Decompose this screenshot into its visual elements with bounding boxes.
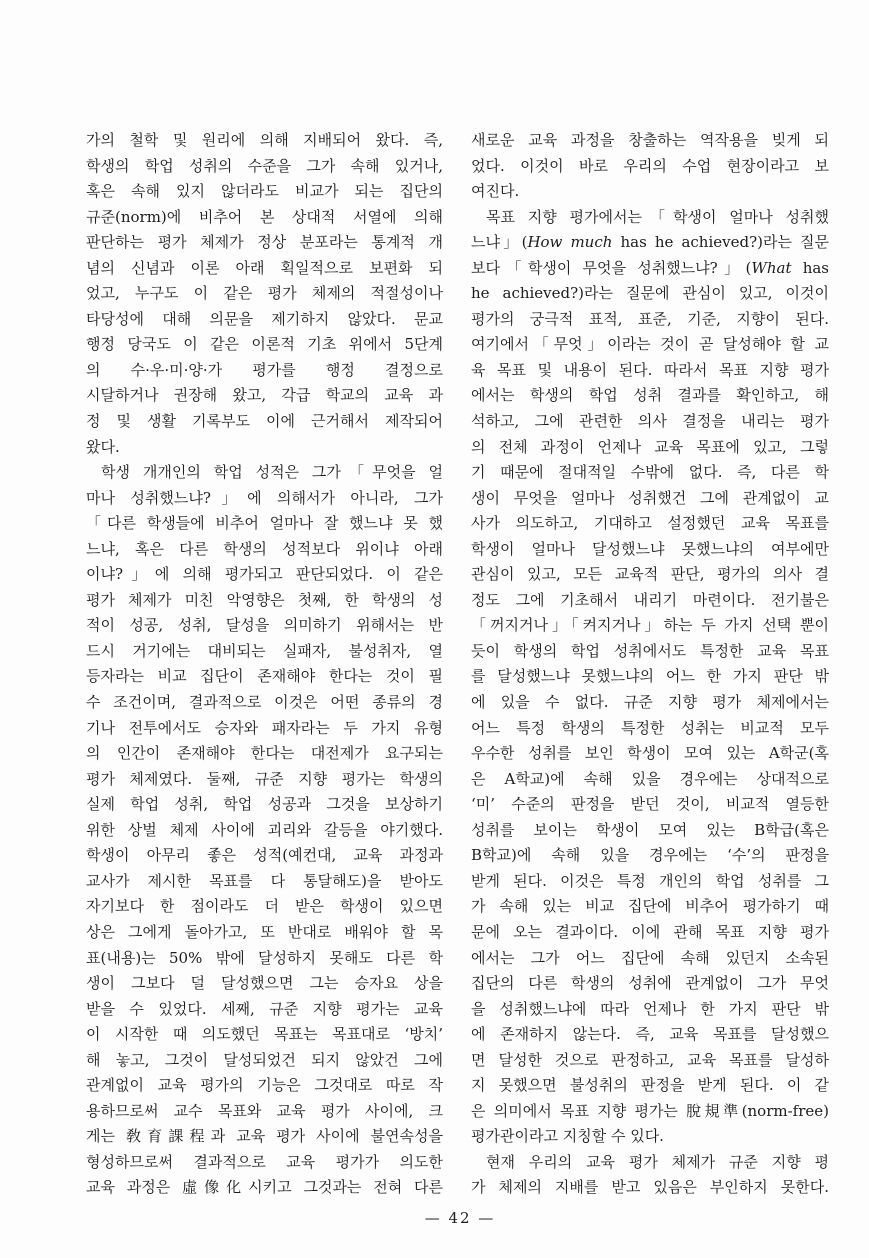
text-line: 생이 그보다 덜 달성했으면 그는 승자요 상을: [86, 974, 443, 993]
paragraph: [471, 205, 829, 1150]
text-line: 왔다.: [86, 437, 120, 456]
text-line: 용하므로써 교수 목표와 교육 평가 사이에, 크: [86, 1101, 443, 1120]
text-line: 「꺼지거나」「켜지거나」하는 두 가지 선택 뿐이: [471, 616, 829, 635]
page-number: — 42 —: [424, 1209, 496, 1227]
text-line: 면 달성한 것으로 판정하고, 교육 목표를 달성하: [471, 1050, 829, 1069]
text-line: 형성하므로써 결과적으로 교육 평가가 의도한: [86, 1152, 443, 1171]
text-line: 「다른 학생들에 비추어 얼마나 잘 했느냐 못 했: [86, 514, 443, 533]
text-line: 표(내용)는 50% 밖에 달성하지 못해도 다른 학: [86, 948, 443, 967]
text-line: 위한 상벌 체제 사이에 괴리와 갈등을 야기했다.: [86, 820, 443, 839]
text-line: 평가 체제였다. 둘째, 규준 지향 평가는 학생의: [86, 769, 443, 788]
text-line: 생이 무엇을 얼마나 성취했건 그에 관계없이 교: [471, 488, 829, 507]
text-line: 평가관이라고 지칭할 수 있다.: [471, 1127, 664, 1146]
right-column: [471, 128, 829, 1201]
text-line: 상은 그에게 돌아가고, 또 반대로 배워야 할 목: [86, 922, 443, 941]
text-line: 받을 수 있었다. 세째, 규준 지향 평가는 교육: [86, 999, 443, 1018]
text-segment: has: [791, 258, 829, 277]
text-line: 학생의 학업 성취의 수준을 그가 속해 있거나,: [86, 156, 443, 175]
paragraph: [86, 128, 443, 460]
text-line: 가 속해 있는 비교 집단에 비추어 평가하기 때: [471, 897, 829, 916]
text-segment: 보다「학생이 무엇을 성취했느냐?」(: [471, 258, 752, 277]
text-line: 정 및 생활 기록부도 이에 근거해서 제작되어: [86, 412, 443, 431]
text-line: 혹은 속해 있지 않더라도 비교가 되는 집단의: [86, 182, 443, 201]
text-line: 해 놓고, 그것이 달성되었건 되지 않았건 그에: [86, 1050, 443, 1069]
text-line: 등자라는 비교 집단이 존재해야 한다는 것이 필: [86, 667, 443, 686]
paragraph: [471, 1150, 829, 1201]
text-line: 평가 체제가 미친 악영향은 첫째, 한 학생의 성: [86, 590, 443, 609]
text-line: 학생이 아무리 좋은 성적(예컨대, 교육 과정과: [86, 846, 443, 865]
text-line: 여기에서「무엇」이라는 것이 곧 달성해야 할 교: [471, 335, 829, 354]
text-line: 를 달성했느냐 못했느냐의 어느 한 가지 판단 밖: [471, 667, 829, 686]
text-line: 교사가 제시한 목표를 다 통달해도)을 받아도: [86, 871, 443, 890]
text-line: 은 의미에서 목표 지향 평가는 脫規準(norm-free): [471, 1101, 829, 1120]
text-line: ‘미’ 수준의 판정을 받던 것이, 비교적 열등한: [471, 795, 829, 814]
text-line: 석하고, 그에 관련한 의사 결정을 내리는 평가: [471, 412, 829, 431]
text-line: 새로운 교육 과정을 창출하는 역작용을 빚게 되: [471, 131, 829, 149]
text-line: 은 A학교)에 속해 있을 경우에는 상대적으로: [471, 769, 829, 788]
text-line: 게는 敎育課程과 교육 평가 사이에 불연속성을: [86, 1127, 443, 1146]
text-line: 을 성취했느냐에 따라 언제나 한 가지 판단 밖: [471, 999, 829, 1018]
text-line: 평가의 궁극적 표적, 표준, 기준, 지향이 된다.: [471, 309, 829, 328]
text-line: 성취를 보이는 학생이 모여 있는 B학급(혹은: [471, 820, 829, 839]
paragraph: [86, 460, 443, 1201]
text-line: [471, 230, 829, 256]
text-line: 느냐, 혹은 다른 학생의 성적보다 위이냐 아래: [86, 539, 443, 558]
text-line: 육 목표 및 내용이 된다. 따라서 목표 지향 평가: [471, 360, 829, 379]
text-line: 판단하는 평가 체제가 정상 분포라는 통계적 개: [86, 233, 443, 252]
text-segment: has he achieved?)라는 질문: [612, 233, 829, 252]
text-line: 의 인간이 존재해야 한다는 대전제가 요구되는: [86, 744, 443, 763]
text-line: 규준(norm)에 비추어 본 상대적 서열에 의해: [86, 207, 443, 226]
emphasis-text: How much: [527, 233, 613, 252]
text-line: 학생 개개인의 학업 성적은 그가「무엇을 얼: [101, 463, 443, 482]
text-line: 지 못했으면 불성취의 판정을 받게 된다. 이 같: [471, 1076, 829, 1095]
emphasis-text: What: [751, 258, 792, 277]
text-line: 시달하거나 권장해 왔고, 각급 학교의 교육 과: [86, 386, 443, 405]
text-line: 사가 의도하고, 기대하고 설정했던 교육 목표를: [471, 514, 829, 533]
text-line: 었고, 누구도 이 같은 평가 체제의 적절성이나: [86, 284, 443, 303]
text-line: 자기보다 한 점이라도 더 받은 학생이 있으면: [86, 897, 443, 916]
text-line: 가 체제의 지배를 받고 있음은 부인하지 못한다.: [471, 1178, 829, 1197]
text-line: 념의 신념과 이론 아래 획일적으로 보편화 되: [86, 258, 443, 277]
text-line: 관계없이 교육 평가의 기능은 그것대로 따로 작: [86, 1076, 443, 1095]
text-line: 학생이 얼마나 달성했느냐 못했느냐의 여부에만: [471, 539, 829, 558]
text-line: 관심이 있고, 모든 교육적 판단, 평가의 의사 결: [471, 565, 829, 584]
text-line: 드시 거기에는 대비되는 실패자, 불성취자, 열: [86, 641, 443, 660]
text-line: 에서는 학생의 학업 성취 결과를 확인하고, 해: [471, 386, 829, 405]
text-line: he achieved?)라는 질문에 관심이 있고, 이것이: [471, 284, 829, 303]
text-line: 수 조건이며, 결과적으로 이것은 어떤 종류의 경: [86, 693, 443, 712]
text-line: 문에 오는 결과이다. 이에 관해 목표 지향 평가: [471, 922, 829, 941]
text-line: 행정 당국도 이 같은 이론적 기초 위에서 5단계: [86, 335, 443, 354]
text-line: [471, 256, 829, 282]
text-line: 받게 된다. 이것은 특정 개인의 학업 성취를 그: [471, 871, 829, 890]
text-line: 실제 학업 성취, 학업 성공과 그것을 보상하기: [86, 795, 443, 814]
text-line: 의 전체 과정이 언제나 교육 목표에 있고, 그렇: [471, 437, 829, 456]
text-line: 우수한 성취를 보인 학생이 모여 있는 A학군(혹: [471, 744, 829, 763]
left-column: [86, 128, 443, 1201]
text-line: 가의 철학 및 원리에 의해 지배되어 왔다. 즉,: [86, 131, 443, 149]
text-line: 마나 성취했느냐?」에 의해서가 아니라, 그가: [86, 488, 443, 507]
text-line: 적이 성공, 성취, 달성을 의미하기 위해서는 반: [86, 616, 443, 635]
text-line: 집단의 다른 학생의 성취에 관계없이 그가 무엇: [471, 974, 829, 993]
text-line: 에서는 그가 어느 집단에 속해 있던지 소속된: [471, 948, 829, 967]
text-line: B학교)에 속해 있을 경우에는 ‘수’의 판정을: [471, 846, 829, 865]
text-line: 에 존재하지 않는다. 즉, 교육 목표를 달성했으: [471, 1025, 829, 1044]
text-line: 목표 지향 평가에서는「학생이 얼마나 성취했: [486, 207, 829, 226]
text-line: 기 때문에 절대적일 수밖에 없다. 즉, 다른 학: [471, 463, 829, 482]
text-line: 의 수·우·미·양·가 평가를 행정 결정으로: [86, 360, 443, 379]
text-line: 에 있을 수 없다. 규준 지향 평가 체제에서는: [471, 693, 829, 712]
text-line: 어느 특정 학생의 특정한 성취는 비교적 모두: [471, 718, 829, 737]
text-line: 타당성에 대해 의문을 제기하지 않았다. 문교: [86, 309, 443, 328]
text-line: 여진다.: [471, 182, 520, 201]
paragraph: [471, 128, 829, 205]
text-line: 듯이 학생의 학업 성취에서도 특정한 교육 목표: [471, 641, 829, 660]
text-line: 현재 우리의 교육 평가 체제가 규준 지향 평: [486, 1152, 829, 1171]
text-line: 이냐?」에 의해 평가되고 판단되었다. 이 같은: [86, 565, 443, 584]
text-line: 기나 전투에서도 승자와 패자라는 두 가지 유형: [86, 718, 443, 737]
text-line: 었다. 이것이 바로 우리의 수업 현장이라고 보: [471, 156, 829, 175]
text-line: 교육 과정은 虛像化시키고 그것과는 전혀 다른: [86, 1178, 443, 1197]
text-line: 이 시작한 때 의도했던 목표는 목표대로 ‘방치’: [86, 1025, 443, 1044]
text-segment: 느냐」(: [471, 233, 528, 252]
text-line: 정도 그에 기초해서 내리기 마련이다. 전기불은: [471, 590, 829, 609]
